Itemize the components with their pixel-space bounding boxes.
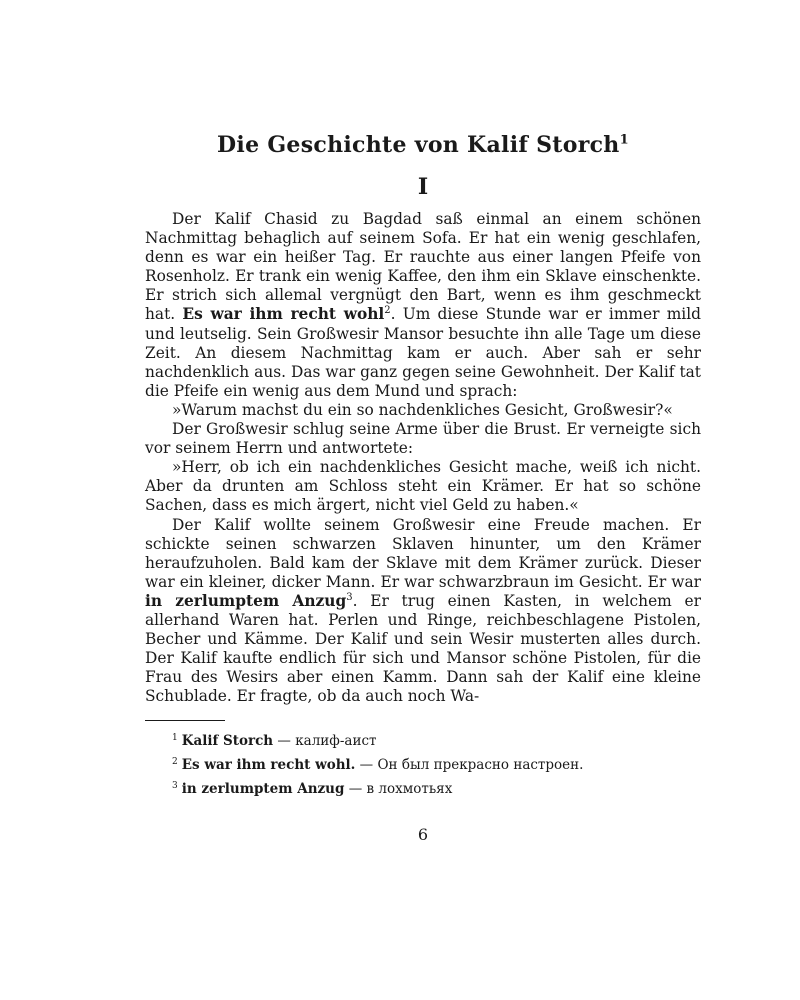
paragraph-text: Der Kalif wollte seinem Großwesir eine Freude machen. Er schickte seinen schwarzen Sklaven hinunter, um den Krämer heraufzuholen. Bald kam der Sklave mit dem Krämer zurück. Dieser war ein kleiner, dicker Mann. Er war schwarzbraun im Gesicht. Er war — [145, 515, 701, 591]
footnote-item — [172, 729, 701, 753]
paragraph-text: »Warum machst du ein so nachdenkliches Gesicht, Großwesir?« — [172, 400, 673, 419]
footnote-item — [172, 753, 701, 777]
footnote-item — [172, 777, 701, 801]
chapter-number: I — [417, 174, 429, 200]
paragraph — [145, 458, 701, 515]
footnote-dash: — — [355, 757, 378, 774]
footnote-term: Es war ihm recht wohl. — [181, 757, 356, 774]
glossed-phrase: in zerlumptem Anzug — [145, 591, 347, 610]
paragraph — [145, 516, 701, 707]
footnote-ref: 2 — [384, 305, 391, 317]
paragraph-text: Der Großwesir schlug seine Arme über die Brust. Er verneigte sich vor seinem Herrn und antwortete: — [145, 420, 701, 458]
paragraph — [145, 420, 701, 458]
footnote-ref: 3 — [346, 591, 353, 603]
glossed-phrase: Es war ihm recht wohl — [182, 305, 385, 324]
footnote-translation: в лохмотьях — [366, 781, 453, 798]
footnote-dash: — — [344, 781, 367, 798]
footnote-term: Kalif Storch — [181, 733, 274, 750]
paragraph — [145, 210, 701, 401]
footnote-translation: калиф-аист — [295, 733, 377, 750]
title-footnote-ref: 1 — [619, 132, 629, 148]
paragraph-text: . Er trug einen Kasten, in welchem er allerhand Waren hat. Perlen und Ringe, reichbeschlagene Pistolen, Becher und Kämme. Der Kalif und sein Wesir musterten alles durch. Der Kalif kaufte endlich für sich und Mansor schöne Pistolen, für die Frau des Wesirs aber einen Kamm. Dann sah der Kalif eine kleine Schublade. Er fragte, ob da auch noch Wa- — [145, 591, 701, 706]
page-number: 6 — [417, 825, 429, 845]
story-body — [145, 210, 701, 706]
footnote-dash: — — [273, 733, 296, 750]
footnote-number: 1 — [172, 732, 178, 743]
story-title — [145, 128, 701, 162]
footnote-term: in zerlumptem Anzug — [181, 781, 345, 798]
footnote-number: 2 — [172, 756, 178, 767]
footnote-number: 3 — [172, 780, 178, 791]
paragraph — [145, 401, 701, 420]
paragraph-text: »Herr, ob ich ein nachdenkliches Gesicht mache, weiß ich nicht. Aber da drunten am Schloss steht ein Krämer. Er hat so schöne Sachen, dass es mich ärgert, nicht viel Geld zu haben.« — [145, 458, 701, 515]
book-page — [145, 128, 701, 844]
footnote-divider — [145, 720, 225, 721]
footnotes — [145, 729, 701, 801]
paragraph-text: . Um diese Stunde war er immer mild und leutselig. Sein Großwesir Mansor besuchte ihn alle Tage um diese Zeit. An diesem Nachmittag kam er auch. Aber sah er sehr nachdenklich aus. Das war ganz gegen seine Gewohnheit. Der Kalif tat die Pfeife ein wenig aus dem Mund und sprach: — [145, 305, 701, 400]
story-title-text: Die Geschichte von Kalif Storch — [217, 132, 620, 158]
paragraph-text: Der Kalif Chasid zu Bagdad saß einmal an einem schönen Nachmittag behaglich auf seinem Sofa. Er hat ein wenig geschlafen, denn es war ein heißer Tag. Er rauchte aus einer langen Pfeife von Rosenholz. Er trank ein wenig Kaffee, den ihm ein Sklave einschenkte. Er strich sich allemal vergnügt den Bart, wenn es ihm geschmeckt hat. — [145, 210, 701, 324]
footnote-translation: Он был прекрасно настроен. — [377, 757, 584, 774]
